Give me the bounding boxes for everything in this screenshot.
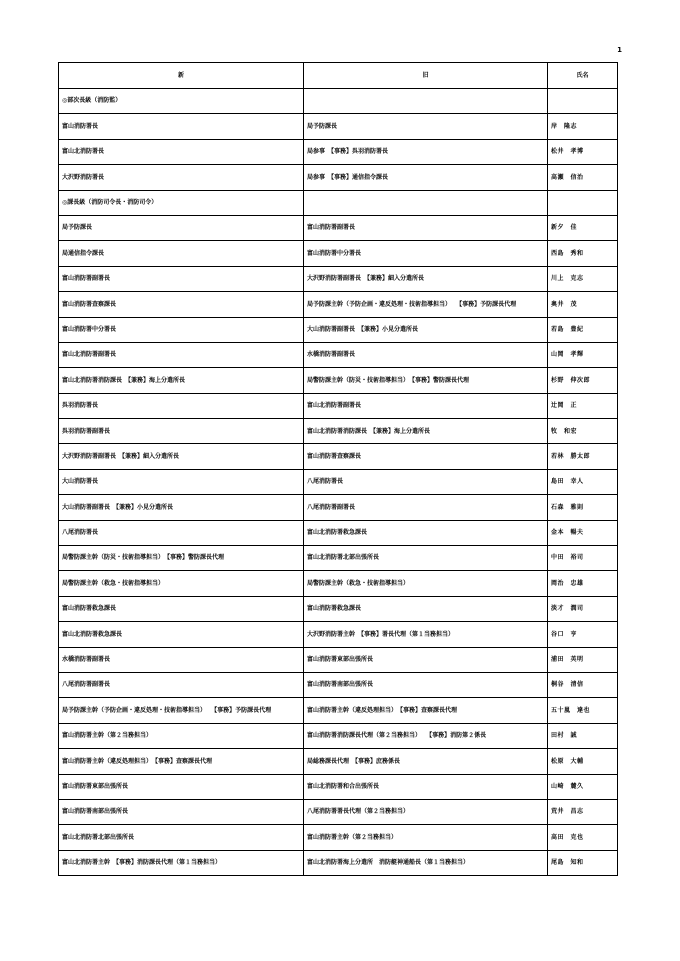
old-position-cell: 富山北消防署海上分遣所 消防艇神通船長（第１当務担当） — [304, 850, 548, 875]
old-position-cell: 八尾消防署長 — [304, 469, 548, 494]
new-position-cell: 富山北消防署主幹 【事務】消防課長代理（第１当務担当） — [59, 850, 304, 875]
old-position-cell: 富山消防署南部出張所長 — [304, 672, 548, 697]
old-position-cell: 八尾消防署署長代理（第２当務担当） — [304, 799, 548, 824]
new-position-cell: 富山消防署東部出張所長 — [59, 774, 304, 799]
old-position-cell: 大沢野消防署副署長 【兼務】細入分遣所長 — [304, 266, 548, 291]
new-position-cell: 大沢野消防署長 — [59, 165, 304, 190]
new-position-cell: 大山消防署副署長 【兼務】小見分遣所長 — [59, 495, 304, 520]
old-position-cell: 大山消防署副署長 【兼務】小見分遣所長 — [304, 317, 548, 342]
name-cell: 川上 克志 — [548, 266, 618, 291]
empty-cell — [548, 89, 618, 114]
table-row — [59, 571, 618, 596]
table-row — [59, 698, 618, 723]
personnel-table — [58, 62, 618, 876]
name-cell: 田村 誠 — [548, 723, 618, 748]
new-position-cell: 局予防課長 — [59, 215, 304, 240]
section-row — [59, 190, 618, 215]
new-position-cell: 呉羽消防署副署長 — [59, 419, 304, 444]
new-position-cell: 富山消防署主幹（違反処理担当） 【事務】査察課長代理 — [59, 749, 304, 774]
new-position-cell: 富山消防署救急課長 — [59, 596, 304, 621]
table-row — [59, 444, 618, 469]
table-row — [59, 495, 618, 520]
old-position-cell: 富山北消防署消防課長 【兼務】海上分遣所長 — [304, 419, 548, 444]
name-cell: 新夕 佳 — [548, 215, 618, 240]
new-position-cell: 八尾消防署長 — [59, 520, 304, 545]
table-row — [59, 342, 618, 367]
table-row — [59, 114, 618, 139]
empty-cell — [304, 89, 548, 114]
table-row — [59, 622, 618, 647]
table-row — [59, 165, 618, 190]
old-position-cell: 局予防課主幹（予防企画・違反処理・技術指導担当） 【事務】予防課長代理 — [304, 292, 548, 317]
section-title: ◎部次長級（消防監） — [59, 89, 304, 114]
new-position-cell: 富山北消防署副署長 — [59, 342, 304, 367]
old-position-cell: 富山消防署消防課長代理（第２当務担当） 【事務】消防第２係長 — [304, 723, 548, 748]
new-position-cell: 大沢野消防署副署長 【兼務】細入分遣所長 — [59, 444, 304, 469]
new-position-cell: 富山北消防署北部出張所長 — [59, 825, 304, 850]
old-position-cell: 大沢野消防署主幹 【事務】署長代理（第１当務担当） — [304, 622, 548, 647]
name-cell: 桐谷 清信 — [548, 672, 618, 697]
name-cell: 岸 隆志 — [548, 114, 618, 139]
name-cell: 杉野 伸次郎 — [548, 368, 618, 393]
name-cell: 金本 暢夫 — [548, 520, 618, 545]
old-position-cell: 局参事 【事務】通信指令課長 — [304, 165, 548, 190]
page-number: 1 — [617, 46, 622, 54]
table-row — [59, 317, 618, 342]
table-row — [59, 241, 618, 266]
old-position-cell: 水橋消防署副署長 — [304, 342, 548, 367]
name-cell: 若林 勝太郎 — [548, 444, 618, 469]
name-cell: 浦田 英明 — [548, 647, 618, 672]
name-cell: 西島 秀和 — [548, 241, 618, 266]
new-position-cell: 局警防課主幹（防災・技術指導担当） 【事務】警防課長代理 — [59, 546, 304, 571]
name-cell: 五十嵐 達也 — [548, 698, 618, 723]
new-position-cell: 水橋消防署副署長 — [59, 647, 304, 672]
old-position-cell: 局総務課長代理 【事務】庶務係長 — [304, 749, 548, 774]
name-cell: 松原 大輔 — [548, 749, 618, 774]
name-cell: 奥井 茂 — [548, 292, 618, 317]
old-position-cell: 富山消防署副署長 — [304, 215, 548, 240]
name-cell: 高田 克也 — [548, 825, 618, 850]
table-row — [59, 825, 618, 850]
new-position-cell: 富山消防署副署長 — [59, 266, 304, 291]
new-position-cell: 局警防課主幹（救急・技術指導担当） — [59, 571, 304, 596]
name-cell: 島田 幸人 — [548, 469, 618, 494]
new-position-cell: 富山消防署南部出張所長 — [59, 799, 304, 824]
old-position-cell: 局参事 【事務】呉羽消防署長 — [304, 139, 548, 164]
name-cell: 山崎 麓久 — [548, 774, 618, 799]
table-row — [59, 799, 618, 824]
new-position-cell: 八尾消防署副署長 — [59, 672, 304, 697]
header-name: 氏名 — [548, 63, 618, 89]
name-cell: 山岡 孝輝 — [548, 342, 618, 367]
empty-cell — [548, 190, 618, 215]
table-row — [59, 774, 618, 799]
table-body — [59, 89, 618, 876]
table-row — [59, 215, 618, 240]
name-cell: 高瀬 信治 — [548, 165, 618, 190]
table-row — [59, 419, 618, 444]
table-row — [59, 139, 618, 164]
header-row — [59, 63, 618, 89]
new-position-cell: 富山消防署主幹（第２当務担当） — [59, 723, 304, 748]
table-row — [59, 266, 618, 291]
old-position-cell: 富山消防署中分署長 — [304, 241, 548, 266]
table-row — [59, 596, 618, 621]
name-cell: 荒井 昌志 — [548, 799, 618, 824]
table-row — [59, 393, 618, 418]
table-row — [59, 672, 618, 697]
name-cell: 石森 雅則 — [548, 495, 618, 520]
table-row — [59, 850, 618, 875]
header-old: 旧 — [304, 63, 548, 89]
new-position-cell: 局通信指令課長 — [59, 241, 304, 266]
old-position-cell: 富山消防署東部出張所長 — [304, 647, 548, 672]
old-position-cell: 富山消防署救急課長 — [304, 596, 548, 621]
name-cell: 松井 孝博 — [548, 139, 618, 164]
new-position-cell: 局予防課主幹（予防企画・違反処理・技術指導担当） 【事務】予防課長代理 — [59, 698, 304, 723]
old-position-cell: 富山北消防署和合出張所長 — [304, 774, 548, 799]
old-position-cell: 富山北消防署北部出張所長 — [304, 546, 548, 571]
old-position-cell: 富山消防署査察課長 — [304, 444, 548, 469]
empty-cell — [304, 190, 548, 215]
table-row — [59, 292, 618, 317]
table-row — [59, 647, 618, 672]
name-cell: 牧 和宏 — [548, 419, 618, 444]
name-cell: 中田 裕司 — [548, 546, 618, 571]
new-position-cell: 富山消防署査察課長 — [59, 292, 304, 317]
new-position-cell: 富山消防署長 — [59, 114, 304, 139]
table-row — [59, 723, 618, 748]
old-position-cell: 局警防課主幹（防災・技術指導担当） 【事務】警防課長代理 — [304, 368, 548, 393]
old-position-cell: 富山北消防署救急課長 — [304, 520, 548, 545]
old-position-cell: 富山消防署主幹（違反処理担当） 【事務】査察課長代理 — [304, 698, 548, 723]
old-position-cell: 八尾消防署副署長 — [304, 495, 548, 520]
new-position-cell: 呉羽消防署長 — [59, 393, 304, 418]
old-position-cell: 局予防課長 — [304, 114, 548, 139]
section-row — [59, 89, 618, 114]
old-position-cell: 富山北消防署副署長 — [304, 393, 548, 418]
table-row — [59, 520, 618, 545]
new-position-cell: 大山消防署長 — [59, 469, 304, 494]
table-row — [59, 546, 618, 571]
table-row — [59, 469, 618, 494]
table-row — [59, 368, 618, 393]
new-position-cell: 富山北消防署救急課長 — [59, 622, 304, 647]
name-cell: 若島 豊紀 — [548, 317, 618, 342]
header-new: 新 — [59, 63, 304, 89]
old-position-cell: 富山消防署主幹（第２当務担当） — [304, 825, 548, 850]
new-position-cell: 富山消防署中分署長 — [59, 317, 304, 342]
name-cell: 辻岡 正 — [548, 393, 618, 418]
name-cell: 岡治 忠雄 — [548, 571, 618, 596]
new-position-cell: 富山北消防署長 — [59, 139, 304, 164]
section-title: ◎課長級（消防司令長・消防司令） — [59, 190, 304, 215]
new-position-cell: 富山北消防署消防課長 【兼務】海上分遣所長 — [59, 368, 304, 393]
name-cell: 尾島 知和 — [548, 850, 618, 875]
name-cell: 谷口 亨 — [548, 622, 618, 647]
old-position-cell: 局警防課主幹（救急・技術指導担当） — [304, 571, 548, 596]
table-row — [59, 749, 618, 774]
name-cell: 淡才 潤司 — [548, 596, 618, 621]
